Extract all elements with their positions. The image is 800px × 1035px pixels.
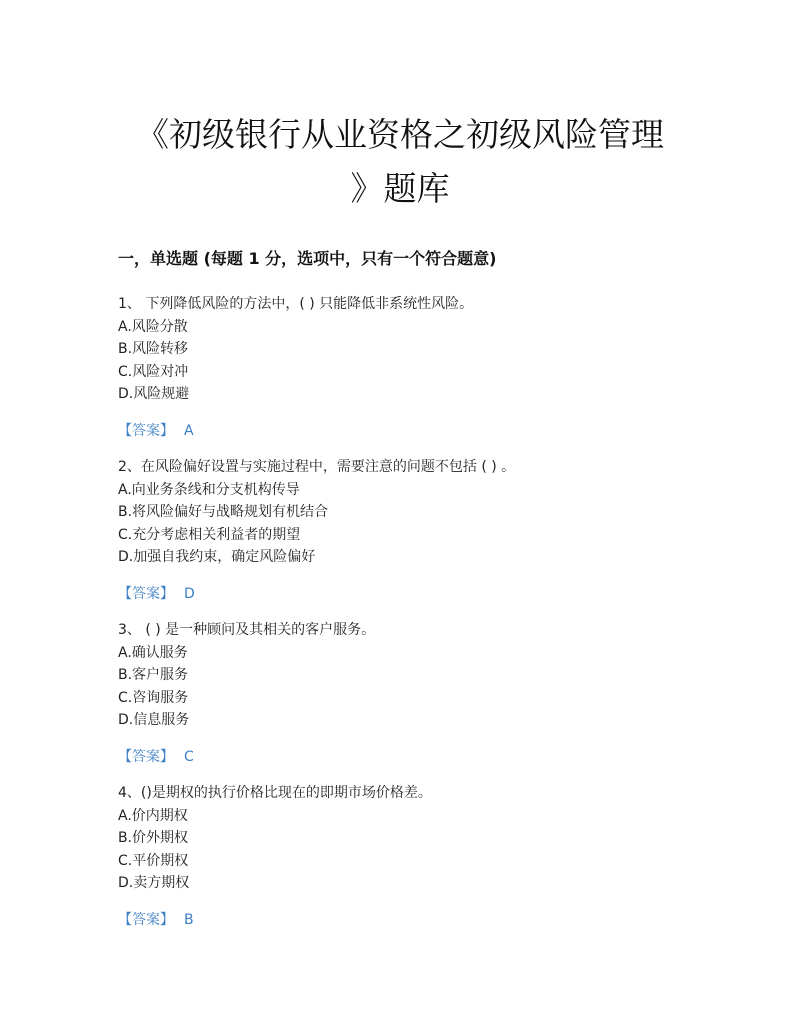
option-b: B.价外期权	[118, 830, 189, 846]
answer-label: 【答案】	[118, 422, 174, 439]
answer-label: 【答案】	[118, 748, 174, 765]
question-stem: 3、 ( ) 是一种顾问及其相关的客户服务。	[118, 622, 376, 638]
answer-value: C	[184, 748, 194, 765]
question-1	[118, 293, 718, 442]
option-c: C.风险对冲	[118, 363, 189, 380]
title-line-2: 》题库	[350, 169, 450, 208]
option-d: D.卖方期权	[118, 875, 190, 891]
option-c: C.咨询服务	[118, 689, 189, 706]
option-a: A.风险分散	[118, 318, 188, 335]
title-line-1: 《初级银行从业资格之初级风险管理	[136, 115, 664, 154]
answer-line	[118, 909, 718, 931]
option-a: A.确认服务	[118, 644, 188, 661]
option-b: B.将风险偏好与战略规划有机结合	[118, 504, 329, 520]
answer-line	[118, 746, 718, 768]
answer-value: B	[184, 911, 194, 928]
option-c: C.平价期权	[118, 852, 189, 869]
question-3	[118, 619, 718, 768]
document-title	[100, 108, 700, 216]
option-c: C.充分考虑相关利益者的期望	[118, 526, 301, 543]
answer-line	[118, 583, 718, 605]
answer-label: 【答案】	[118, 911, 174, 928]
answer-value: D	[184, 585, 195, 602]
answer-line	[118, 420, 718, 442]
option-a: A.价内期权	[118, 807, 188, 824]
question-4	[118, 782, 718, 931]
section-heading: 一，单选题 (每题 1 分，选项中，只有一个符合题意)	[118, 249, 497, 268]
answer-label: 【答案】	[118, 585, 174, 602]
option-a: A.向业务条线和分支机构传导	[118, 481, 300, 498]
option-b: B.风险转移	[118, 341, 189, 357]
question-stem: 4、()是期权的执行价格比现在的即期市场价格差。	[118, 785, 432, 801]
option-d: D.信息服务	[118, 712, 190, 728]
question-stem: 2、在风险偏好设置与实施过程中，需要注意的问题不包括 ( ) 。	[118, 459, 516, 475]
answer-value: A	[184, 422, 194, 439]
question-stem: 1、 下列降低风险的方法中，( ) 只能降低非系统性风险。	[118, 296, 474, 312]
option-b: B.客户服务	[118, 667, 189, 683]
option-d: D.风险规避	[118, 386, 190, 402]
question-2	[118, 456, 718, 605]
option-d: D.加强自我约束，确定风险偏好	[118, 549, 316, 565]
